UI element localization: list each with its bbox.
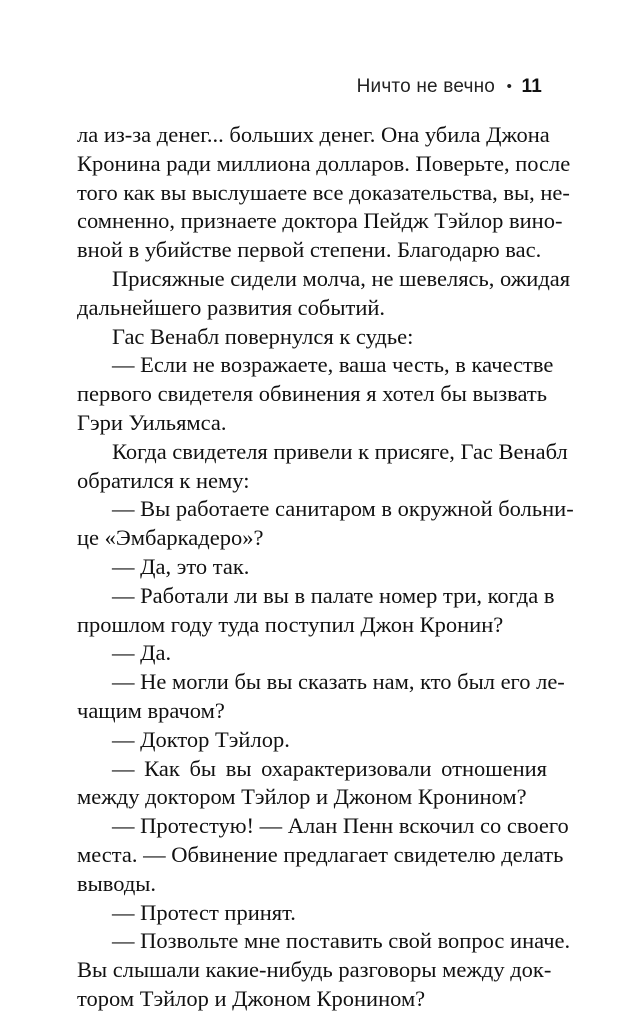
header-bullet: • [506, 78, 513, 95]
text-line: Гас Венабл повернулся к судье: [112, 323, 414, 349]
text-line: — Не могли бы вы сказать нам, кто был его ле- [112, 669, 565, 695]
text-line: — Доктор Тэйлор. [112, 726, 290, 752]
text-line: — Позвольте мне поставить свой вопрос иначе. [112, 928, 571, 954]
text-line: между доктором Тэйлор и Джоном Кронином? [77, 784, 527, 810]
text-line: тором Тэйлор и Джоном Кронином? [77, 985, 426, 1011]
text-line: — Протестую! — Алан Пенн вскочил со своего [112, 813, 569, 839]
text-line: обратился к нему: [77, 467, 250, 493]
page-number: 11 [521, 76, 542, 97]
running-header [0, 76, 542, 98]
text-line: Вы слышали какие-нибудь разговоры между док- [77, 957, 552, 983]
text-line: вной в убийстве первой степени. Благодарю вас. [77, 237, 542, 263]
text-line: чащим врачом? [77, 697, 225, 723]
page-body [77, 121, 574, 1014]
text-line: — Да, это так. [112, 553, 250, 579]
text-line: Присяжные сидели молча, не шевелясь, ожидая [112, 265, 571, 291]
text-line: — Работали ли вы в палате номер три, когда в [112, 582, 555, 608]
text-line: того как вы выслушаете все доказательства, вы, не- [77, 179, 570, 205]
text-line: прошлом году туда поступил Джон Кронин? [77, 611, 504, 637]
text-line: дальнейшего развития событий. [77, 294, 386, 320]
text-line: — Вы работаете санитаром в окружной больни- [112, 496, 574, 522]
text-line: сомненно, признаете доктора Пейдж Тэйлор вино- [77, 208, 563, 234]
text-line: — Как бы вы охарактеризовали отношения [112, 755, 547, 781]
text-line: выводы. [77, 870, 157, 896]
text-line: первого свидетеля обвинения я хотел бы вызвать [77, 381, 547, 407]
text-line: — Да. [112, 640, 172, 666]
text-line: це «Эмбаркадеро»? [77, 525, 264, 551]
text-line: места. — Обвинение предлагает свидетелю делать [77, 841, 564, 867]
text-line: — Если не возражаете, ваша честь, в качестве [112, 352, 554, 378]
text-line: Гэри Уильямса. [77, 409, 227, 435]
book-title: Ничто не вечно [356, 76, 496, 97]
text-line: Когда свидетеля привели к присяге, Гас Венабл [112, 438, 568, 464]
text-line: — Протест принят. [112, 899, 296, 925]
text-line: ла из-за денег... больших денег. Она убила Джона [77, 122, 550, 147]
text-line: Кронина ради миллиона долларов. Поверьте, после [77, 150, 571, 176]
